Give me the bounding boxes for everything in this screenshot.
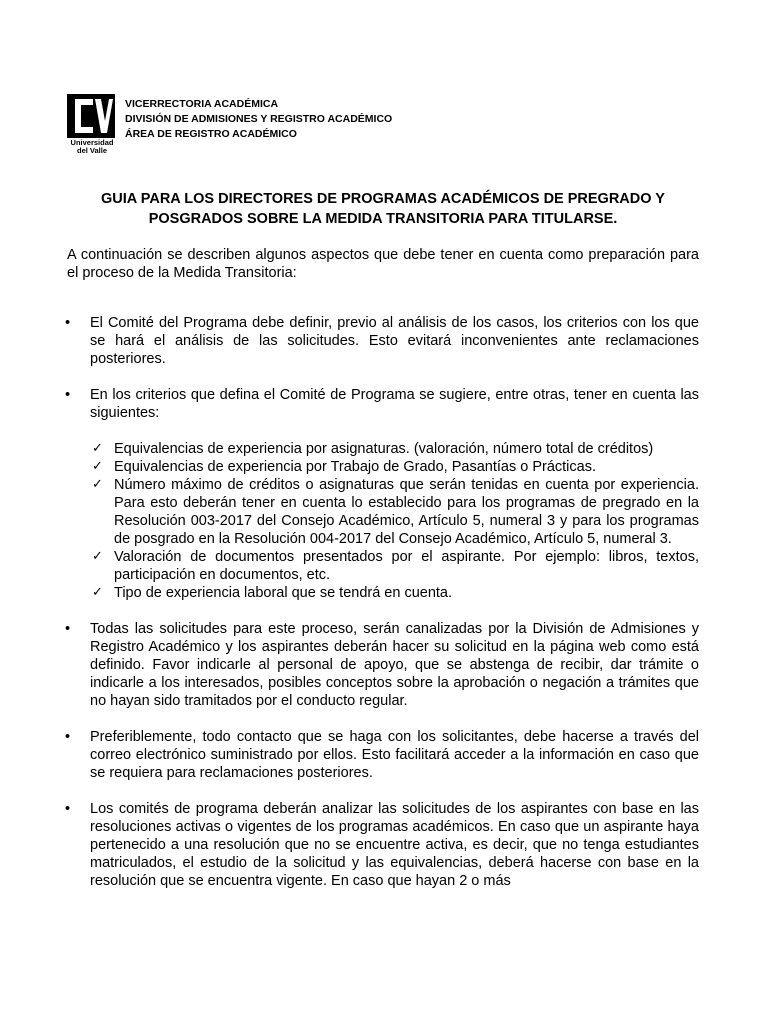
bullet-text: Preferiblemente, todo contacto que se haga con los solicitantes, debe hacerse a través del correo electrónico suministrado por ellos. Esto facilitará acceder a la información en caso que se requiera para reclamaciones posteriores. bbox=[90, 729, 699, 781]
bullet-item bbox=[67, 800, 699, 890]
university-logo-mark bbox=[67, 94, 115, 138]
check-item bbox=[92, 476, 699, 548]
organization-lines bbox=[125, 97, 392, 142]
bullet-item bbox=[67, 620, 699, 710]
checkmark-icon: ✓ bbox=[92, 585, 103, 600]
letterhead bbox=[67, 94, 707, 160]
bullet-text: Todas las solicitudes para este proceso, serán canalizadas por la División de Admisiones y Registro Académico y los aspirantes deberán hacer su solicitud en la página web como está definido. Favor indicarle al personal de apoyo, que se abstenga de recibir, dar trámite o indicarle a los interesados, posibles conceptos sobre la aprobación o negación a trámites que no hayan sido tramitados por el conducto regular. bbox=[90, 621, 699, 709]
intro-paragraph: A continuación se describen algunos aspectos que debe tener en cuenta como preparación para el proceso de la Medida Transitoria: bbox=[67, 247, 699, 281]
check-text: Número máximo de créditos o asignaturas que serán tenidas en cuenta por experiencia. Para esto deberán tener en cuenta lo establecido para los programas de pregrado en la Resolución 003-2017 del Consejo Académico, Artículo 5, numeral 3 y para los programas de posgrado en la Resolución 004-2017 del Consejo Académico, Artículo 5, numeral 3. bbox=[114, 477, 699, 547]
bullet-text: En los criterios que defina el Comité de Programa se sugiere, entre otras, tener en cuenta las siguientes: bbox=[90, 387, 699, 421]
university-logo-text: Universidad del Valle bbox=[70, 138, 114, 155]
bullet-symbol: • bbox=[65, 315, 71, 331]
bullet-item bbox=[67, 386, 699, 422]
org-line-division: DIVISIÓN DE ADMISIONES Y REGISTRO ACADÉMICO bbox=[125, 113, 393, 125]
criteria-checklist bbox=[92, 440, 699, 602]
checkmark-icon: ✓ bbox=[92, 477, 103, 492]
check-text: Tipo de experiencia laboral que se tendrá en cuenta. bbox=[114, 585, 453, 601]
bullet-text: El Comité del Programa debe definir, previo al análisis de los casos, los criterios con los que se hará el análisis de las solicitudes. Esto evitará inconvenientes ante reclamaciones posteriores. bbox=[90, 315, 699, 367]
checkmark-icon: ✓ bbox=[92, 549, 103, 564]
bullet-symbol: • bbox=[65, 729, 71, 745]
bullet-text: Los comités de programa deberán analizar las solicitudes de los aspirantes con base en las resoluciones activas o vigentes de los programas académicos. En caso que un aspirante haya pertenecido a una resolución que no se encuentre activa, es decir, que no tenga estudiantes matriculados, el estudio de la solicitud y las equivalencias, deberá hacerse con base en la resolución que se encuentra vigente. En caso que hayan 2 o más bbox=[90, 801, 699, 889]
check-item bbox=[92, 458, 699, 476]
bullet-symbol: • bbox=[65, 621, 71, 637]
university-logo bbox=[67, 94, 115, 160]
bullet-item bbox=[67, 728, 699, 782]
bullet-symbol: • bbox=[65, 801, 71, 817]
check-item bbox=[92, 584, 699, 602]
document-title: GUIA PARA LOS DIRECTORES DE PROGRAMAS ACADÉMICOS DE PREGRADO Y POSGRADOS SOBRE LA MEDIDA TRANSITORIA PARA TITULARSE. bbox=[101, 191, 665, 227]
bullet-item bbox=[67, 314, 699, 368]
checkmark-icon: ✓ bbox=[92, 441, 103, 456]
check-item bbox=[92, 440, 699, 458]
bullet-symbol: • bbox=[65, 387, 71, 403]
org-line-area: ÁREA DE REGISTRO ACADÉMICO bbox=[125, 128, 297, 140]
checkmark-icon: ✓ bbox=[92, 459, 103, 474]
check-text: Equivalencias de experiencia por Trabajo de Grado, Pasantías o Prácticas. bbox=[114, 459, 596, 475]
document-body bbox=[67, 246, 699, 890]
check-item bbox=[92, 548, 699, 584]
check-text: Equivalencias de experiencia por asignaturas. (valoración, número total de créditos) bbox=[114, 441, 654, 457]
org-line-vicerrectoria: VICERRECTORIA ACADÉMICA bbox=[125, 98, 279, 110]
check-text: Valoración de documentos presentados por el aspirante. Por ejemplo: libros, textos, participación en documentos, etc. bbox=[114, 549, 699, 583]
